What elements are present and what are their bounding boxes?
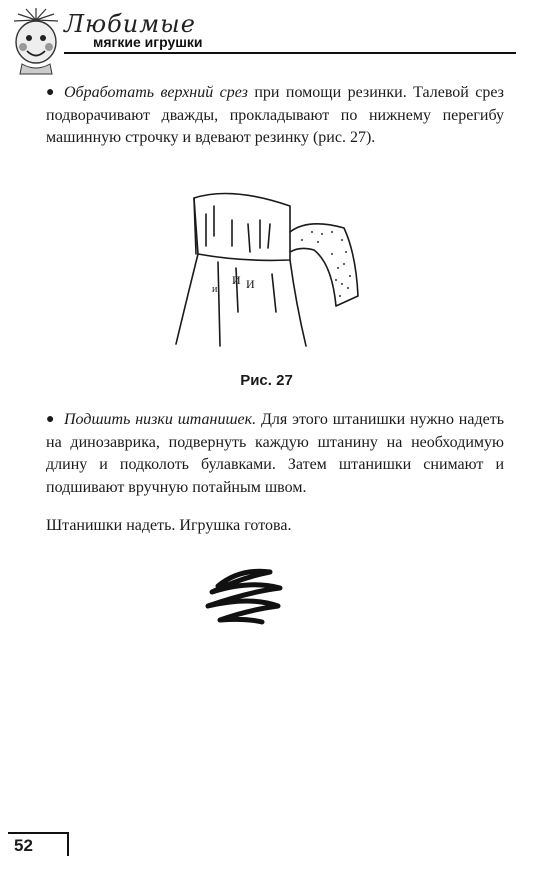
series-subtitle: мягкие игрушки — [93, 34, 203, 50]
instruction-text-2: Для этого штанишки нужно надеть на динозаврика, подвернуть каждую штанину на необходимую длину и подколоть булавками. Затем штанишки снимают и подшивают вручную потайным швом. — [46, 411, 504, 496]
page-corner-rule-vertical — [67, 832, 69, 856]
instruction-paragraph-1 — [46, 82, 504, 150]
doll-face-logo-icon — [6, 6, 66, 76]
instruction-text-1: при помощи резинки. Талевой срез подворачивают дважды, прокладывают по нижнему перегибу машинную строчку и вдевают резинку (рис. 27). — [46, 84, 504, 146]
page-corner-rule — [8, 832, 69, 834]
instruction-heading-1: Обработать верхний срез — [64, 84, 248, 101]
closing-sentence: Штанишки надеть. Игрушка готова. — [46, 517, 292, 534]
decorative-squiggle-icon — [200, 566, 300, 626]
running-header — [0, 0, 533, 80]
figure-caption: Рис. 27 — [240, 372, 293, 389]
series-title: Любимые — [64, 10, 196, 38]
bullet-icon: ● — [46, 85, 55, 100]
svg-text:И: И — [246, 277, 255, 291]
instruction-paragraph-2 — [46, 409, 504, 499]
bullet-icon: ● — [46, 412, 55, 427]
header-divider — [64, 52, 516, 54]
svg-text:и: и — [212, 284, 218, 295]
page-number: 52 — [14, 836, 33, 855]
pants-waistband-illustration — [172, 184, 368, 354]
instruction-heading-2: Подшить низки штанишек. — [64, 411, 257, 428]
svg-text:И: И — [232, 273, 241, 287]
